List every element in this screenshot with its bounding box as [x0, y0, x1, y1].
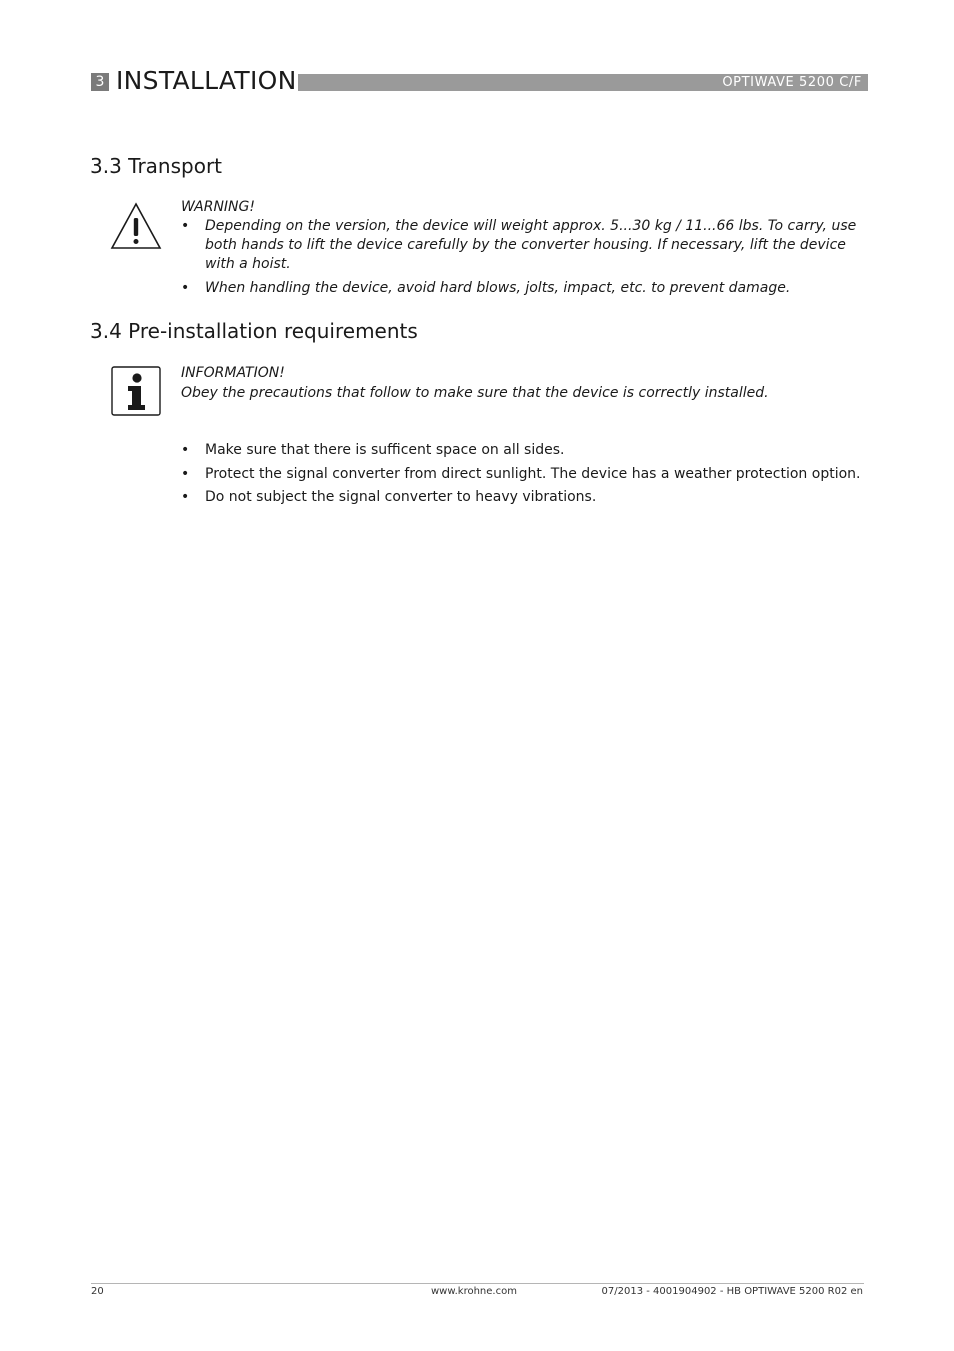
information-text: Obey the precautions that follow to make sure that the device is correctly installed. — [181, 385, 769, 401]
section-heading-pre-installation: 3.4 Pre-installation requirements — [90, 319, 418, 343]
chapter-number: 3 — [91, 73, 109, 91]
warning-label: WARNING! — [181, 199, 255, 215]
warning-triangle-icon — [110, 202, 162, 250]
section-heading-transport: 3.3 Transport — [90, 154, 223, 178]
page-number: 20 — [91, 1286, 104, 1297]
list-item: • Do not subject the signal converter to heavy vibrations. — [181, 487, 881, 507]
requirements-list — [181, 440, 881, 511]
product-name: OPTIWAVE 5200 C/F — [722, 75, 862, 90]
information-note — [181, 363, 871, 403]
information-icon — [111, 366, 161, 416]
footer-website: www.krohne.com — [431, 1286, 517, 1297]
footer-document-ref: 07/2013 - 4001904902 - HB OPTIWAVE 5200 R02 en — [601, 1286, 863, 1297]
information-label: INFORMATION! — [181, 365, 285, 381]
warning-item: • Depending on the version, the device will weight approx. 5...30 kg / 11...66 lbs. To carry, use both hands to lift the device carefully by the converter housing. If necessary, lift the device with a hoist. — [181, 217, 871, 274]
header-bar — [298, 74, 868, 91]
warning-note — [181, 197, 871, 303]
page-header — [91, 66, 868, 96]
footer-divider — [91, 1283, 864, 1284]
chapter-title: INSTALLATION — [116, 66, 297, 95]
warning-item: • When handling the device, avoid hard blows, jolts, impact, etc. to prevent damage. — [181, 279, 871, 298]
list-item: • Protect the signal converter from direct sunlight. The device has a weather protection option. — [181, 464, 881, 484]
warning-list — [181, 217, 871, 298]
list-item: • Make sure that there is sufficent space on all sides. — [181, 440, 881, 460]
